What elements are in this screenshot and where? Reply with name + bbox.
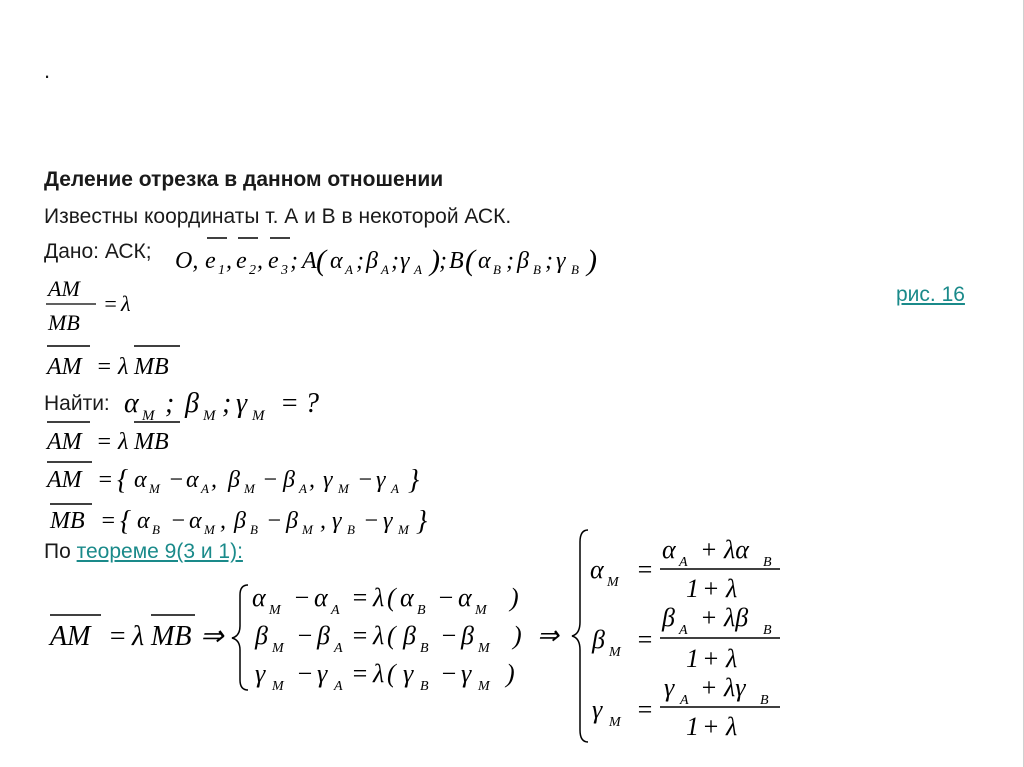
svg-text:;: ; xyxy=(290,248,298,274)
svg-text:α: α xyxy=(186,467,199,493)
svg-text:=: = xyxy=(96,429,113,455)
svg-text:β: β xyxy=(255,621,268,650)
svg-text:λ: λ xyxy=(373,583,385,612)
svg-text:B: B xyxy=(347,522,355,537)
svg-text:2: 2 xyxy=(249,263,256,278)
slide-heading: Деление отрезка в данном отношении xyxy=(44,168,444,191)
svg-text:e: e xyxy=(268,248,279,274)
svg-text:α: α xyxy=(124,388,139,419)
svg-text:λ: λ xyxy=(118,354,129,380)
svg-text:α: α xyxy=(478,248,491,274)
svg-text:M: M xyxy=(272,679,284,694)
svg-text:B: B xyxy=(420,679,429,694)
svg-text:A: A xyxy=(345,262,353,277)
svg-text:β: β xyxy=(366,248,378,274)
theorem-link[interactable]: теореме 9(3 и 1): xyxy=(76,540,243,563)
svg-text:M: M xyxy=(244,481,255,496)
svg-text:γ: γ xyxy=(317,659,328,688)
svg-text:λα: λα xyxy=(724,535,749,564)
svg-text:M: M xyxy=(204,522,215,537)
svg-text:β: β xyxy=(283,467,295,493)
svg-text:−: − xyxy=(266,508,283,534)
svg-text:β: β xyxy=(403,621,416,650)
svg-text:+: + xyxy=(700,673,718,702)
svg-text:A: A xyxy=(679,623,688,638)
svg-text:γ: γ xyxy=(664,673,675,702)
svg-text:α: α xyxy=(590,555,604,584)
result-gamma xyxy=(592,673,780,741)
svg-text:B: B xyxy=(420,641,429,656)
svg-text:λ: λ xyxy=(373,659,385,688)
ratio-formula xyxy=(46,276,131,335)
svg-text:;: ; xyxy=(356,248,364,274)
svg-text:MB: MB xyxy=(48,310,80,335)
svg-text:α: α xyxy=(662,535,676,564)
svg-text:e: e xyxy=(205,248,216,274)
svg-text:(: ( xyxy=(387,583,396,612)
svg-text:−: − xyxy=(437,583,455,612)
svg-text:γ: γ xyxy=(461,659,472,688)
svg-text:B: B xyxy=(763,623,772,638)
svg-text:=: = xyxy=(351,583,369,612)
svg-text:1: 1 xyxy=(686,644,699,673)
svg-text:−: − xyxy=(168,467,185,493)
svg-text:−: − xyxy=(440,659,458,688)
svg-text:,: , xyxy=(226,248,232,274)
svg-text:{: { xyxy=(120,506,132,537)
svg-text:=: = xyxy=(103,291,118,316)
svg-text:β: β xyxy=(317,621,330,650)
svg-text:?: ? xyxy=(305,388,319,419)
svg-text:MB: MB xyxy=(151,621,192,652)
svg-text:A: A xyxy=(201,481,209,496)
svg-text:(: ( xyxy=(387,621,396,650)
svg-text:O,: O, xyxy=(175,248,199,274)
system-equations xyxy=(252,583,560,694)
svg-text:α: α xyxy=(458,583,472,612)
vector-eq-2 xyxy=(45,422,180,455)
svg-text:M: M xyxy=(338,481,349,496)
svg-text:B: B xyxy=(152,522,160,537)
by-label: По xyxy=(44,540,77,563)
svg-text:α: α xyxy=(400,583,414,612)
svg-text:γ: γ xyxy=(400,248,410,274)
svg-text:AM: AM xyxy=(47,429,82,455)
svg-text:A: A xyxy=(299,481,307,496)
svg-text:−: − xyxy=(262,467,279,493)
svg-text:α: α xyxy=(330,248,343,274)
svg-text:γ: γ xyxy=(332,508,342,534)
svg-text:M: M xyxy=(398,522,409,537)
svg-text:=: = xyxy=(636,555,654,584)
given-formula xyxy=(175,238,597,278)
svg-text:): ) xyxy=(513,621,522,650)
svg-text:AM: AM xyxy=(50,621,91,652)
svg-text:M: M xyxy=(252,408,265,424)
svg-text:λ: λ xyxy=(726,644,738,673)
svg-text:λ: λ xyxy=(121,291,131,316)
svg-text:MB: MB xyxy=(50,508,85,534)
svg-text:): ) xyxy=(430,244,440,277)
system-brace xyxy=(232,585,248,690)
svg-text:+: + xyxy=(700,603,718,632)
svg-text:−: − xyxy=(440,621,458,650)
svg-text:B: B xyxy=(417,603,426,618)
svg-text:=: = xyxy=(280,388,299,419)
svg-text:M: M xyxy=(478,679,490,694)
svg-text:β: β xyxy=(662,603,675,632)
svg-text:AM: AM xyxy=(48,276,80,301)
svg-text:−: − xyxy=(293,583,311,612)
svg-text:1: 1 xyxy=(686,574,699,603)
svg-text:B: B xyxy=(571,262,579,277)
svg-text:A: A xyxy=(381,262,389,277)
svg-text:}: } xyxy=(416,506,428,537)
svg-text:β: β xyxy=(461,621,474,650)
svg-text:e: e xyxy=(236,248,247,274)
svg-text:,: , xyxy=(257,248,263,274)
svg-text:=: = xyxy=(97,467,114,493)
svg-text:,: , xyxy=(220,508,226,534)
svg-text:AM: AM xyxy=(47,354,82,380)
svg-text:M: M xyxy=(475,603,487,618)
am-coords xyxy=(45,462,419,496)
svg-text:A: A xyxy=(334,641,343,656)
svg-text:M: M xyxy=(149,481,160,496)
svg-text:λβ: λβ xyxy=(724,603,749,632)
svg-text:=: = xyxy=(636,625,654,654)
svg-text:;: ; xyxy=(439,248,447,274)
svg-text:=: = xyxy=(108,621,127,652)
svg-text:,: , xyxy=(320,508,326,534)
svg-text:λγ: λγ xyxy=(724,673,746,702)
svg-text:A: A xyxy=(334,679,343,694)
svg-text:A: A xyxy=(414,262,422,277)
svg-text:M: M xyxy=(609,645,621,660)
svg-text:γ: γ xyxy=(236,388,248,419)
svg-text:B: B xyxy=(250,522,258,537)
svg-text:−: − xyxy=(296,659,314,688)
svg-text:γ: γ xyxy=(383,508,393,534)
slide-dot: . xyxy=(44,58,51,83)
given-label: Дано: АСК; xyxy=(44,240,152,263)
svg-text:3: 3 xyxy=(281,263,288,278)
svg-text:1: 1 xyxy=(218,263,225,278)
svg-text:=: = xyxy=(636,695,654,724)
svg-text:β: β xyxy=(228,467,240,493)
svg-text:λ: λ xyxy=(726,712,738,741)
svg-text:B: B xyxy=(763,555,772,570)
svg-text:M: M xyxy=(302,522,313,537)
find-formula xyxy=(124,388,319,424)
svg-text:(: ( xyxy=(387,659,396,688)
svg-text:=: = xyxy=(351,621,369,650)
svg-text:A: A xyxy=(679,555,688,570)
svg-text:γ: γ xyxy=(376,467,386,493)
svg-text:M: M xyxy=(269,603,281,618)
mb-coords xyxy=(49,504,427,537)
svg-text:M: M xyxy=(609,715,621,730)
svg-text:,: , xyxy=(309,467,315,493)
find-label: Найти: xyxy=(44,392,110,415)
svg-text:λ: λ xyxy=(132,621,145,652)
svg-text:−: − xyxy=(296,621,314,650)
svg-text:M: M xyxy=(607,575,619,590)
svg-text:β: β xyxy=(517,248,529,274)
svg-text:B: B xyxy=(760,693,769,708)
svg-text:1: 1 xyxy=(686,712,699,741)
svg-text:,: , xyxy=(211,467,217,493)
svg-text:(: ( xyxy=(465,244,475,277)
svg-text:A: A xyxy=(331,603,340,618)
svg-text:B: B xyxy=(533,262,541,277)
svg-text:M: M xyxy=(203,408,216,424)
svg-text:−: − xyxy=(363,508,380,534)
svg-text:λ: λ xyxy=(373,621,385,650)
svg-text:B: B xyxy=(493,262,501,277)
result-alpha xyxy=(590,535,780,603)
svg-text:α: α xyxy=(189,508,202,534)
svg-text:;: ; xyxy=(391,248,399,274)
svg-text:;: ; xyxy=(506,248,514,274)
svg-text:;: ; xyxy=(545,248,553,274)
svg-text:A: A xyxy=(302,248,317,274)
svg-text:γ: γ xyxy=(403,659,414,688)
svg-text:+: + xyxy=(702,574,720,603)
svg-text:⇒: ⇒ xyxy=(200,621,224,652)
svg-text:;: ; xyxy=(222,388,232,419)
svg-text:MB: MB xyxy=(134,354,169,380)
svg-text:AM: AM xyxy=(47,467,82,493)
svg-text:α: α xyxy=(134,467,147,493)
svg-text:): ) xyxy=(510,583,519,612)
svg-text:γ: γ xyxy=(556,248,566,274)
svg-text:{: { xyxy=(117,465,129,496)
svg-text:=: = xyxy=(96,354,113,380)
known-text: Известны координаты т. А и В в некоторой АСК. xyxy=(44,205,512,228)
result-beta xyxy=(591,603,780,673)
svg-text:M: M xyxy=(142,408,155,424)
svg-text:(: ( xyxy=(316,244,326,277)
svg-text:β: β xyxy=(234,508,246,534)
svg-text:β: β xyxy=(592,625,605,654)
figure-link[interactable]: рис. 16 xyxy=(896,283,965,306)
svg-text:α: α xyxy=(252,583,266,612)
svg-text:α: α xyxy=(314,583,328,612)
svg-text:=: = xyxy=(100,508,117,534)
result-brace xyxy=(572,530,588,742)
svg-text:⇒: ⇒ xyxy=(537,621,559,650)
svg-text:−: − xyxy=(170,508,187,534)
svg-text:B: B xyxy=(449,248,464,274)
svg-text:): ) xyxy=(506,659,515,688)
svg-text:β: β xyxy=(185,388,199,419)
svg-text:+: + xyxy=(702,712,720,741)
svg-text:MB: MB xyxy=(134,429,169,455)
svg-text:γ: γ xyxy=(323,467,333,493)
svg-text:+: + xyxy=(702,644,720,673)
vector-eq xyxy=(45,346,180,380)
implication-lhs xyxy=(48,615,225,652)
svg-text:): ) xyxy=(587,244,597,277)
svg-text:;: ; xyxy=(165,388,175,419)
svg-text:=: = xyxy=(351,659,369,688)
svg-text:λ: λ xyxy=(726,574,738,603)
svg-text:}: } xyxy=(408,465,420,496)
svg-text:β: β xyxy=(286,508,298,534)
svg-text:λ: λ xyxy=(118,429,129,455)
svg-text:γ: γ xyxy=(255,659,266,688)
svg-text:M: M xyxy=(478,641,490,656)
svg-text:−: − xyxy=(357,467,374,493)
svg-text:A: A xyxy=(391,481,399,496)
svg-text:M: M xyxy=(272,641,284,656)
svg-text:A: A xyxy=(680,693,689,708)
svg-text:γ: γ xyxy=(592,695,603,724)
svg-text:α: α xyxy=(137,508,150,534)
svg-text:+: + xyxy=(700,535,718,564)
